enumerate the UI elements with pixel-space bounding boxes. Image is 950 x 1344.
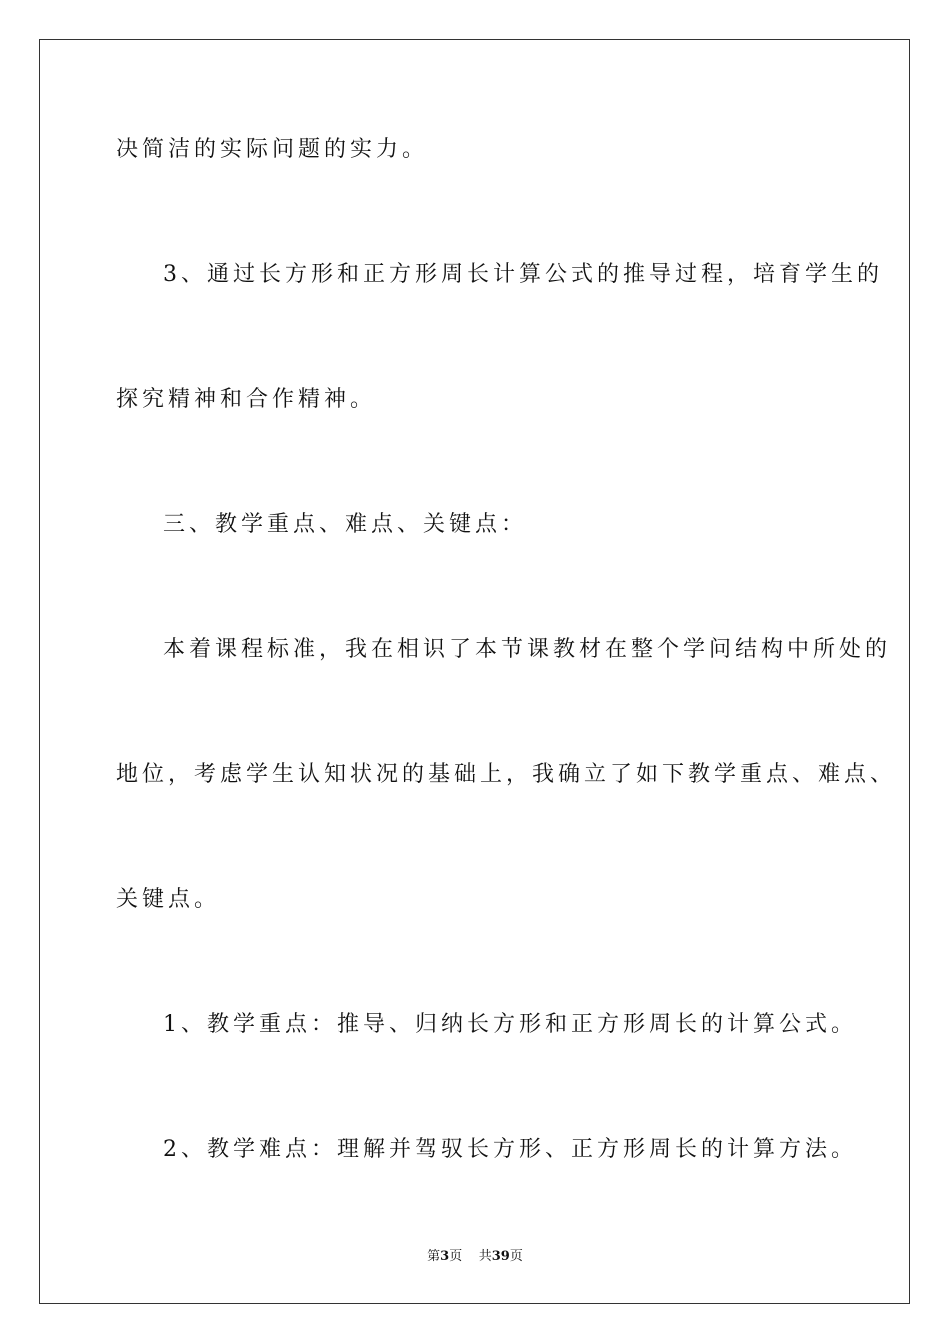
footer-total-suffix: 页 bbox=[509, 1249, 523, 1264]
paragraph-line-6: 地位，考虑学生认知状况的基础上，我确立了如下教学重点、难点、 bbox=[116, 762, 897, 787]
page-border bbox=[39, 39, 910, 1304]
teaching-difficulty-line: 2、教学难点：理解并驾驭长方形、正方形周长的计算方法。 bbox=[163, 1137, 857, 1162]
teaching-focus-line: 1、教学重点：推导、归纳长方形和正方形周长的计算公式。 bbox=[163, 1012, 857, 1037]
paragraph-line-3: 探究精神和合作精神。 bbox=[116, 387, 377, 412]
footer-page-suffix: 页 bbox=[449, 1249, 463, 1264]
footer-current-page: 3 bbox=[440, 1249, 450, 1264]
paragraph-line-1: 决简洁的实际问题的实力。 bbox=[116, 137, 429, 162]
footer-prefix: 第 bbox=[427, 1249, 441, 1264]
footer-total-pages: 39 bbox=[491, 1249, 510, 1264]
section-heading: 三、教学重点、难点、关键点： bbox=[163, 512, 528, 537]
footer-total-prefix: 共 bbox=[478, 1249, 492, 1264]
paragraph-line-5: 本着课程标准，我在相识了本节课教材在整个学问结构中所处的 bbox=[163, 637, 892, 662]
page-footer bbox=[0, 1248, 950, 1266]
paragraph-line-2: 3、通过长方形和正方形周长计算公式的推导过程，培育学生的 bbox=[163, 262, 883, 287]
paragraph-line-7: 关键点。 bbox=[116, 887, 221, 912]
